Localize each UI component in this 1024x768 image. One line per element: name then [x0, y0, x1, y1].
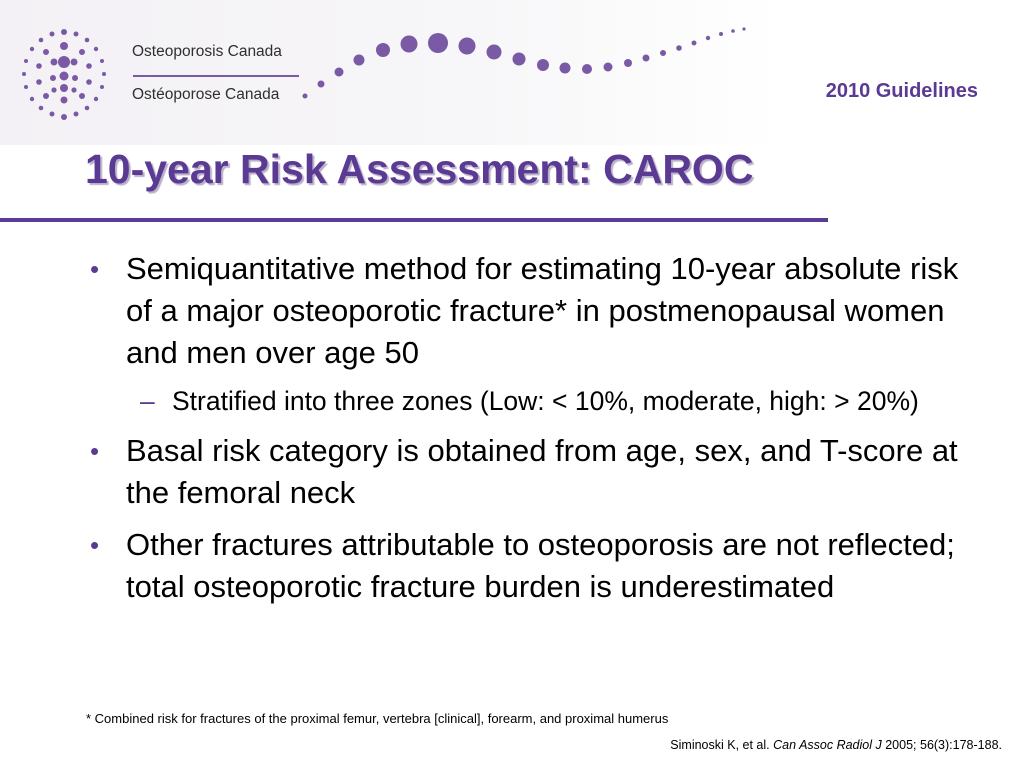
- citation: [670, 738, 1002, 752]
- citation-authors: Siminoski K, et al.: [670, 738, 770, 752]
- wave-dots-icon: [295, 22, 755, 112]
- org-name-english: Osteoporosis Canada: [132, 43, 282, 60]
- bullet-text: Basal risk category is obtained from age, sex, and T-score at the femoral neck: [126, 433, 958, 510]
- page-title: 10-year Risk Assessment: CAROC: [85, 146, 754, 192]
- bullet-item: [0, 430, 1024, 514]
- slide-content: [0, 248, 1024, 618]
- bullet-marker-icon: •: [90, 254, 100, 284]
- bullet-text: Semiquantitative method for estimating 10-year absolute risk of a major osteoporotic fracture* in postmenopausal women and men over age 50: [126, 251, 959, 370]
- citation-journal: Can Assoc Radiol J: [773, 738, 882, 752]
- guidelines-tag: 2010 Guidelines: [825, 80, 978, 102]
- header-band: [0, 0, 780, 145]
- bullet-marker-icon: •: [90, 530, 100, 560]
- citation-details: 2005; 56(3):178-188.: [885, 738, 1002, 752]
- bullet-text: Other fractures attributable to osteoporosis are not reflected; total osteoporotic fracture burden is underestimated: [126, 527, 955, 604]
- org-name-divider: [133, 75, 299, 77]
- title-underline: [0, 218, 828, 222]
- footnote: * Combined risk for fractures of the proximal femur, vertebra [clinical], forearm, and proximal humerus: [86, 711, 669, 726]
- org-name-french: Ostéoporose Canada: [132, 86, 280, 103]
- bullet-item: [0, 248, 1024, 374]
- dash-marker-icon: –: [140, 386, 155, 416]
- sub-bullet-item: [0, 382, 1024, 420]
- osteoporosis-canada-logo-icon: [8, 18, 120, 130]
- sub-bullet-text: Stratified into three zones (Low: < 10%, moderate, high: > 20%): [172, 386, 919, 416]
- bullet-item: [0, 524, 1024, 608]
- bullet-marker-icon: •: [90, 436, 100, 466]
